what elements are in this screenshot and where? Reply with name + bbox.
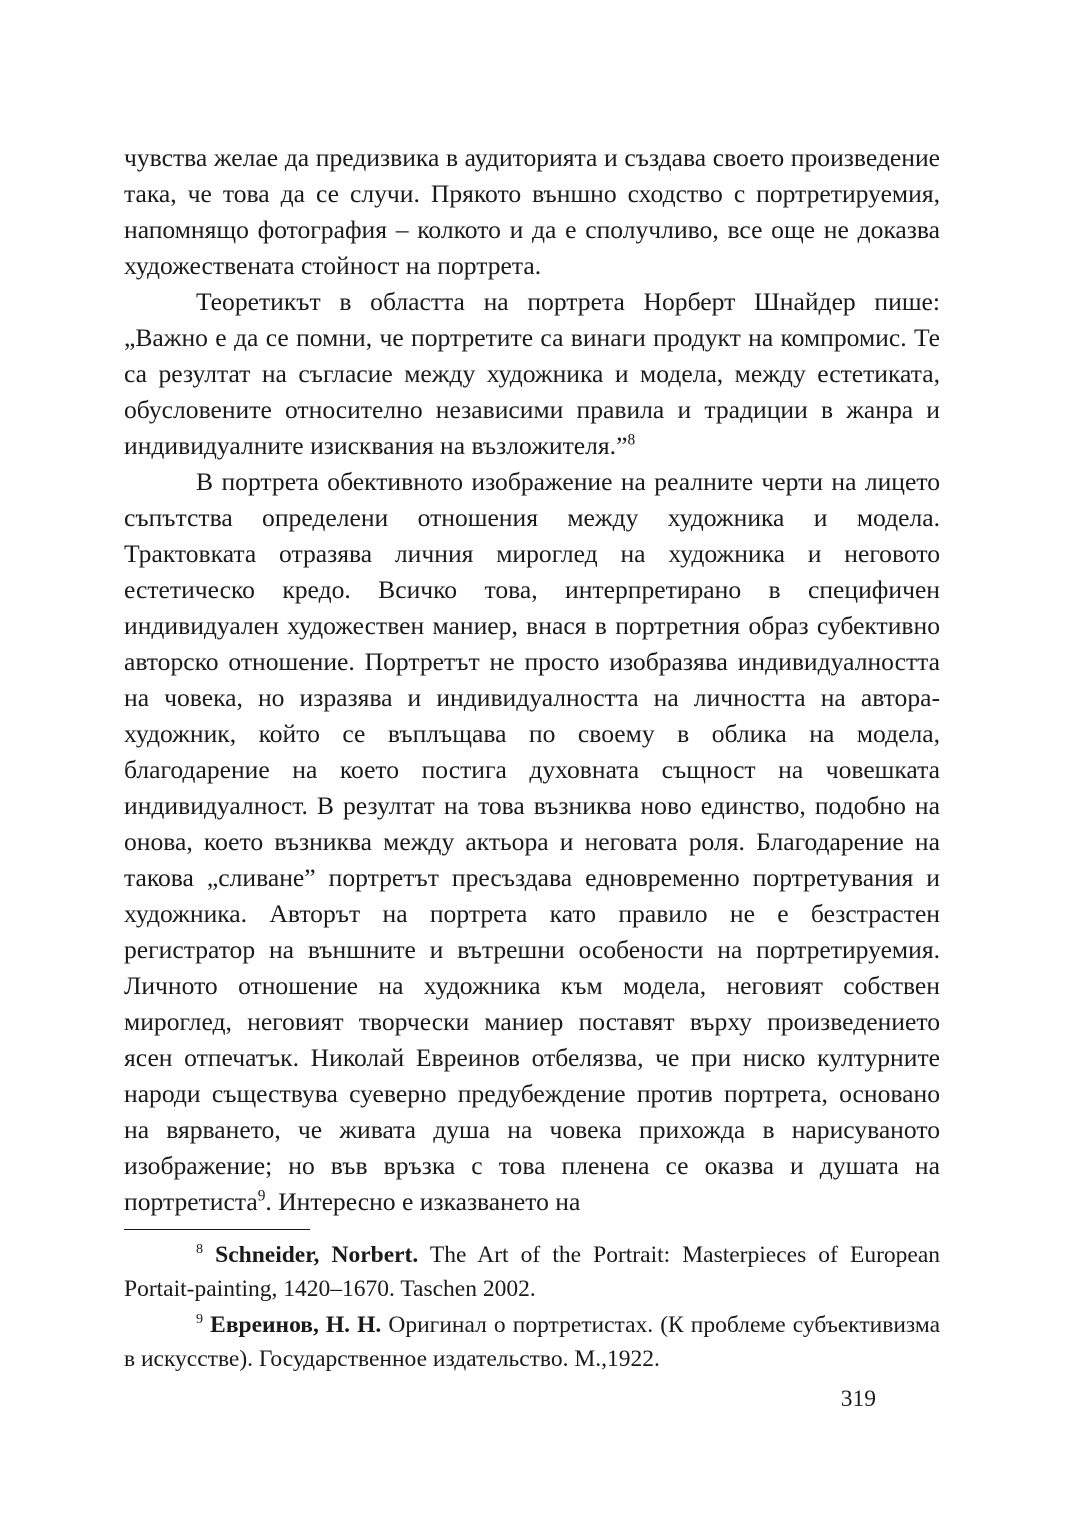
footnote-text: The Art of the Portrait: Masterpieces of European Portait-painting, 1420–1670. Taschen 2002. [124, 1242, 941, 1302]
footnote-author: Евреинов, Н. Н. [210, 1312, 382, 1338]
page-number: 319 [840, 1386, 876, 1412]
footnote-ref-9[interactable]: 9 [257, 1187, 266, 1205]
footnote-9 [124, 1308, 940, 1376]
paragraph-3-text-end: . Интересно е изказването на [265, 1187, 581, 1216]
footnote-text: Оригинал о портретистах. (К проблеме субъективизма в искусстве). Государственное издательство. М.,1922. [124, 1312, 941, 1372]
footnote-8 [124, 1238, 940, 1306]
paragraph-2 [124, 284, 940, 464]
footnote-author: Schneider, Norbert. [215, 1242, 419, 1268]
footnote-ref-8[interactable]: 8 [627, 431, 636, 449]
footnote-number: 8 [196, 1241, 204, 1258]
paragraph-1: чувства желае да предизвика в аудиторията и създава своето произведение така, че това да се случи. Прякото външно сходство с портретируемия, напомнящо фотография – колкото и да е сполучливо, все още не доказва художествената стойност на портрета. [124, 143, 940, 280]
page-content [124, 140, 940, 1220]
footnotes [124, 1238, 940, 1376]
paragraph-3-text: В портрета обективното изображение на реалните черти на лицето съпътства определени отношения между художника и модела. Трактовката отразява личния мироглед на художника и неговото естетическо кредо. Всичко това, интерпретирано в специфичен индивидуален художествен маниер, внася в портретния образ субективно авторско отношение. Портретът не просто изобразява индивидуалността на човека, но изразява и индивидуалността на личността на автора-художник, който се въплъщава по своему в облика на модела, благодарение на което постига духовната същност на човешката индивидуалност. В резултат на това възниква ново единство, подобно на онова, което възниква между актьора и неговата роля. Благодарение на такова „сливане” портретът пресъздава едновременно портретувания и художника. Авторът на портрета като правило не е безстрастен регистратор на външните и вътрешни особености на портретируемия. Личното отношение на художника към модела, неговият собствен мироглед, неговият творчески маниер поставят върху произведението ясен отпечатък. Николай Евреинов отбелязва, че при ниско културните народи съществува суеверно предубеждение против портрета, основано на вярването, че живата душа на човека прихожда в нарисуваното изображение; но във връзка с това пленена се оказва и душата на портретиста [124, 467, 940, 1216]
footnote-number: 9 [196, 1311, 204, 1328]
paragraph-3 [124, 464, 940, 1220]
footnote-separator [124, 1229, 310, 1230]
body-text [124, 140, 940, 1220]
paragraph-2-text: Теоретикът в областта на портрета Норберт Шнайдер пише: „Важно е да се помни, че портретите са винаги продукт на компромис. Те са резултат на съгласие между художника и модела, между естетиката, обусловените относително независими правила и традиции в жанра и индивидуалните изисквания на възложителя.” [124, 287, 940, 460]
